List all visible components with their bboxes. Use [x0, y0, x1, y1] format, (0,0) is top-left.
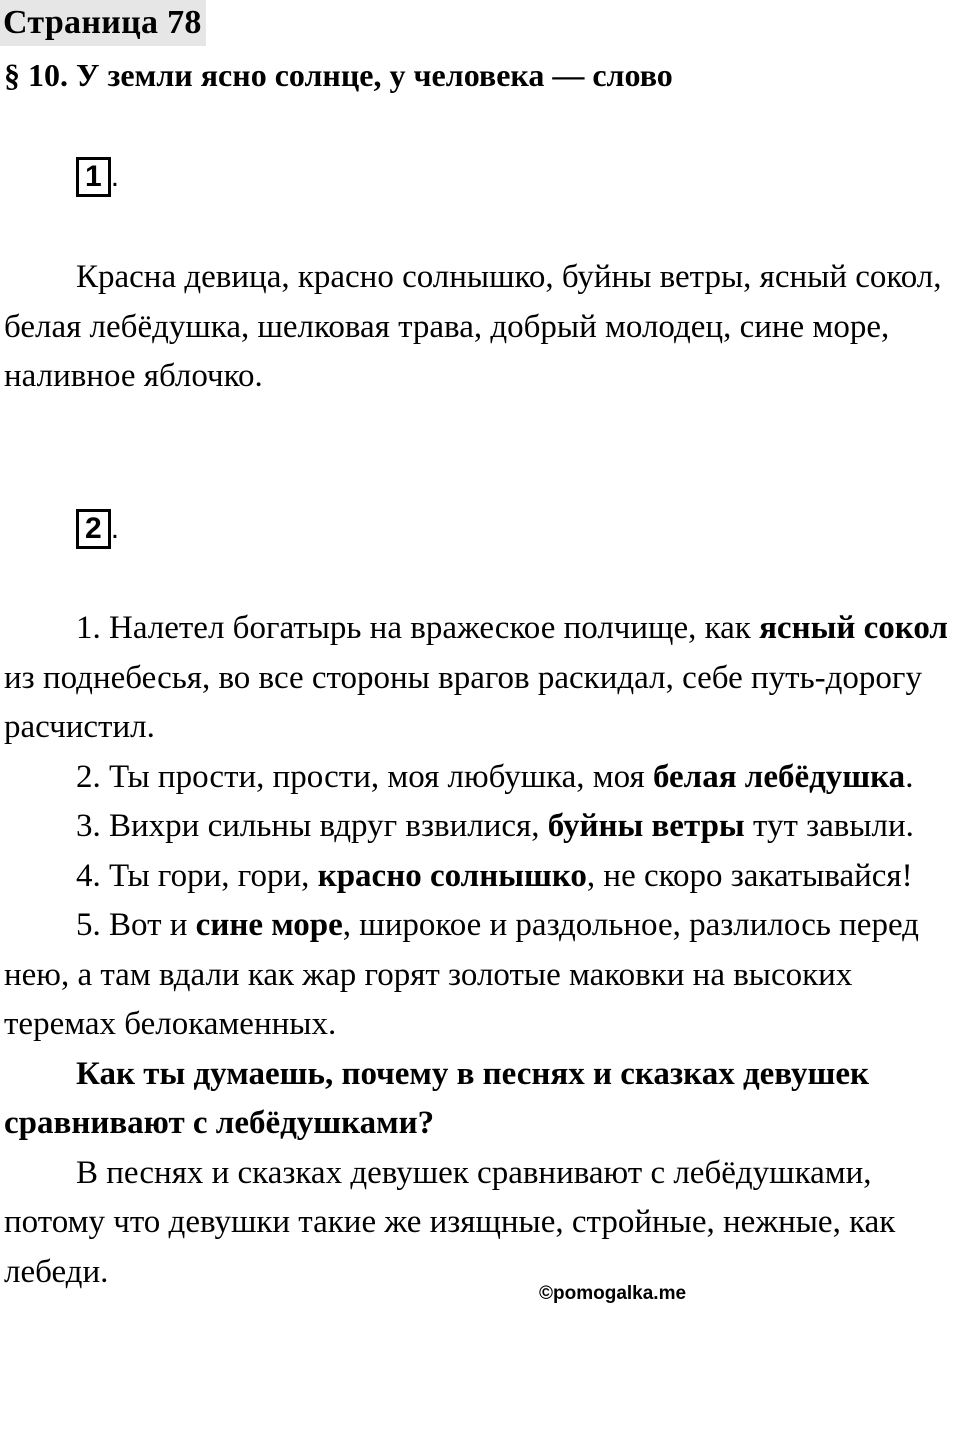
question — [4, 1050, 960, 1149]
watermark: ©pomogalka.me — [539, 1283, 687, 1304]
sentence-text: , широкое и раздольное, разлилось перед нею, а там вдали как жар горят золотые маковки на высоких теремах белокаменных. — [4, 907, 919, 1042]
task1-text-block — [4, 253, 960, 402]
epithet-bold: ясный сокол — [759, 610, 948, 646]
sentence-text: 4. Ты гори, гори, — [76, 857, 318, 894]
sentence-text: 5. Вот и — [76, 907, 196, 943]
question-text: Как ты думаешь, почему в песнях и сказках девушек сравнивают с лебёдушками? — [4, 1055, 869, 1141]
task-number-dot: . — [110, 512, 120, 545]
sentence-2 — [4, 753, 960, 803]
task2-text-block — [4, 604, 960, 1297]
epithet-bold: буйны ветры — [547, 808, 745, 844]
sentence-text: тут завыли. — [744, 808, 914, 844]
answer: В песнях и сказках девушек сравнивают с лебёдушками, потому что девушки такие же изящные, стройные, нежные, как лебеди. — [4, 1154, 896, 1290]
sentence-1 — [4, 604, 960, 753]
task-number-box: 2 — [76, 509, 111, 549]
epithet-bold: красно солнышко — [317, 857, 587, 894]
sentence-5 — [4, 901, 960, 1050]
sentence-4 — [4, 852, 960, 902]
sentence-text: , не скоро закатывайся! — [586, 857, 913, 894]
section-title: § 10. У земли ясно солнце, у человека — слово — [4, 57, 673, 93]
sentence-text: 2. Ты прости, прости, моя любушка, моя — [76, 758, 653, 795]
task-number-2 — [76, 509, 256, 549]
sentence-text: из поднебесья, во все стороны врагов раскидал, себе путь-дорогу расчистил. — [4, 659, 922, 745]
task-number-1 — [76, 157, 256, 197]
sentence-3 — [4, 802, 960, 852]
epithet-bold: сине море — [195, 907, 343, 943]
sentence-text: 1. Налетел богатырь на вражеское полчище, как — [76, 610, 760, 646]
task-number-dot: . — [110, 160, 120, 193]
epithet-bold: белая лебёдушка — [652, 758, 906, 795]
page-label: Страница 78 — [0, 0, 206, 46]
sentence-text: 3. Вихри сильны вдруг взвилися, — [76, 808, 548, 844]
task1-answer: Красна девица, красно солнышко, буйны ветры, ясный сокол, белая лебёдушка, шелковая трава, добрый молодец, сине море, наливное яблочко. — [4, 259, 942, 394]
sentence-text: . — [905, 758, 914, 795]
task-number-box: 1 — [76, 157, 111, 197]
